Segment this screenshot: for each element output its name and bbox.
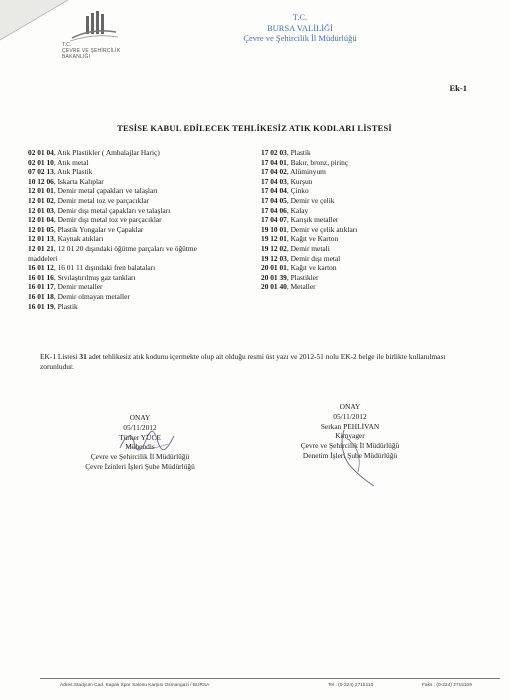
waste-description: , Bakır, bronz, pirinç	[286, 157, 349, 167]
waste-code: 16 01 19	[28, 301, 54, 311]
waste-description: , Demir olmayan metaller	[53, 291, 130, 301]
waste-description: , Plastikler	[286, 272, 319, 282]
waste-code: 02 01 10	[28, 157, 54, 167]
waste-code: 16 01 12	[28, 263, 54, 273]
waste-code: 10 12 06	[28, 176, 54, 186]
waste-code: 17 02 03	[261, 148, 287, 157]
waste-code-row	[28, 177, 254, 187]
document-title: TESİSE KABUL EDİLECEK TEHLİKESİZ ATIK KODLARI LİSTESİ	[117, 123, 392, 133]
waste-code-row	[261, 225, 461, 235]
waste-code-row	[28, 206, 254, 216]
waste-code: 12 01 05	[28, 224, 54, 234]
signer-role-right: Kimyager	[335, 431, 365, 441]
waste-description: , Plastik	[286, 148, 311, 157]
annex-label: Ek-1	[449, 83, 467, 93]
waste-code: 12 01 21	[28, 243, 54, 253]
waste-code-row	[261, 158, 461, 168]
signer-org-right-1: Çevre ve Şehircilik İl Müdürlüğü	[300, 441, 400, 451]
waste-code-row	[28, 234, 254, 244]
waste-code-row	[261, 254, 461, 264]
waste-description: , Alüminyum	[286, 167, 326, 177]
waste-code-row	[261, 273, 461, 283]
waste-description: , Iskarta Kalıplar	[53, 176, 104, 186]
signer-org-left-1: Çevre ve Şehircilik İl Müdürlüğü	[90, 452, 190, 462]
waste-code-row	[28, 292, 254, 302]
approval-label-right: ONAY	[339, 402, 361, 411]
waste-code-row	[261, 215, 461, 225]
waste-code-row	[261, 263, 461, 273]
waste-code: 16 01 17	[28, 282, 54, 292]
waste-code-row	[261, 186, 461, 196]
waste-description: , Kurşun	[286, 176, 313, 186]
logo-text-ministry-2: BAKANLIĞI	[62, 54, 91, 60]
waste-code: 19 12 02	[261, 243, 287, 253]
waste-code: 12 01 01	[28, 186, 54, 196]
waste-code: 20 01 40	[261, 282, 287, 292]
waste-code: 19 12 01	[261, 234, 287, 244]
footer-divider	[40, 678, 500, 679]
waste-code-row	[261, 177, 461, 187]
waste-code: 17 04 05	[261, 195, 287, 205]
waste-code: 07 02 13	[28, 167, 54, 177]
waste-description: , Demir metali	[286, 243, 330, 253]
waste-code-row	[261, 282, 461, 292]
waste-description: , Demir metal çapakları ve talaşları	[53, 186, 158, 196]
waste-code-row	[28, 225, 254, 235]
footer-fax: Faks : (0-224) 2715109	[422, 683, 472, 688]
waste-code-row	[28, 215, 254, 225]
waste-code-row	[261, 196, 461, 206]
waste-code-row	[28, 186, 254, 196]
waste-code-row	[261, 234, 461, 244]
waste-code: 12 01 02	[28, 195, 54, 205]
waste-code-row	[261, 206, 461, 216]
waste-description: , Sıvılaştırılmış gaz tankları	[53, 272, 136, 282]
waste-code: 20 01 39	[261, 272, 287, 282]
waste-code: 12 01 04	[28, 215, 54, 225]
waste-description: , Demir ve çelik	[286, 195, 335, 205]
signer-org-right-2: Denetim İşleri Şube Müdürlüğü	[302, 450, 398, 460]
waste-description: , Karışık metaller	[286, 215, 339, 225]
header-tc: T.C.	[292, 12, 308, 22]
waste-description: , Çinko	[286, 186, 309, 196]
waste-description: , Demir ve çelik atıkları	[286, 224, 358, 234]
waste-code-row	[28, 196, 254, 206]
waste-description: , Metaller	[286, 282, 316, 292]
approval-date-left: 05/11/2012	[123, 422, 157, 432]
waste-description: , Demir dışı metal toz ve parçacıklar	[53, 215, 162, 225]
waste-code-list-left	[28, 148, 254, 311]
note-post: adet tehlikesiz atık kodunu içermekte olup ait olduğu resmi üst yazı ve 2012-51 nolu EK-2 belge ile birlikte kullanılması zorunludur.	[40, 352, 446, 371]
document-header	[200, 12, 400, 44]
waste-description: , Demir metaller	[53, 282, 103, 292]
waste-code-row	[28, 254, 254, 264]
footer-tel: Tel : (0-224) 2715110	[328, 683, 374, 688]
waste-code: 17 04 03	[261, 176, 287, 186]
waste-code-row	[28, 273, 254, 283]
waste-description: , Atık Plastikler ( Ambalajlar Hariç)	[53, 148, 160, 157]
header-governorship: BURSA VALİLİĞİ	[266, 22, 334, 33]
ministry-logo-icon	[70, 8, 118, 42]
waste-description: , Plastik	[53, 301, 78, 311]
signature-block-right	[250, 402, 450, 461]
waste-code: 17 04 02	[261, 167, 287, 177]
waste-code: 19 12 03	[261, 253, 287, 263]
waste-code-row	[261, 148, 461, 158]
note-count: 31	[79, 352, 87, 361]
waste-description: maddeleri	[28, 253, 58, 263]
waste-description: , Kalay	[286, 205, 309, 215]
waste-code: 20 01 01	[261, 263, 287, 273]
signer-name-right: Serkan PEHLİVAN	[320, 421, 380, 431]
waste-code-row	[28, 158, 254, 168]
waste-code-row	[28, 148, 254, 158]
waste-description: , Demir metal toz ve parçacıklar	[53, 195, 150, 205]
approval-label-left: ONAY	[129, 413, 151, 422]
waste-code: 17 04 01	[261, 157, 287, 167]
waste-code-row	[28, 244, 254, 254]
waste-code-row	[28, 302, 254, 312]
waste-code: 19 10 01	[261, 224, 287, 234]
logo-text-ministry: ÇEVRE VE ŞEHİRCİLİK	[62, 48, 121, 54]
waste-code-row	[261, 244, 461, 254]
approval-date-right: 05/11/2012	[333, 411, 367, 421]
waste-description: , Kağıt ve Karton	[286, 234, 339, 244]
waste-description: , Demir dışı metal	[286, 253, 341, 263]
waste-description: , 16 01 11 dışındaki fren balataları	[53, 263, 156, 273]
note-paragraph	[40, 352, 470, 372]
waste-code: 17 04 04	[261, 186, 287, 196]
header-directorate: Çevre ve Şehircilik İl Müdürlüğü	[243, 33, 357, 43]
waste-code-list-right	[261, 148, 461, 292]
logo-text-tc: T.C.	[62, 42, 72, 48]
waste-description: , Plastik Yongalar ve Çapaklar	[53, 224, 144, 234]
waste-code: 17 04 07	[261, 215, 287, 225]
waste-code: 12 01 03	[28, 205, 54, 215]
waste-code-row	[28, 263, 254, 273]
waste-description: , Atık metal	[53, 157, 89, 167]
waste-code: 12 01 13	[28, 234, 54, 244]
signature-block-left	[40, 413, 240, 472]
signer-org-left-2: Çevre İzinleri İşleri Şube Müdürlüğü	[85, 461, 195, 471]
waste-description: , Atık Plastik	[53, 167, 93, 177]
ministry-logo	[60, 8, 150, 60]
waste-code-row	[28, 167, 254, 177]
signer-role-left: Mühendis	[125, 442, 155, 452]
waste-code: 02 01 04	[28, 148, 54, 157]
waste-code: 17 04 06	[261, 205, 287, 215]
signer-name-left: Türker YÜCE	[119, 432, 161, 442]
waste-description: , 12 01 20 dışındaki öğütme parçaları ve öğütme	[53, 243, 197, 253]
waste-code: 16 01 16	[28, 272, 54, 282]
footer-address: Adres:Stadyum Cad. Kapalı Spor Salonu Karşısı Osmangazi / BURSA	[60, 683, 210, 688]
waste-code: 16 01 18	[28, 291, 54, 301]
waste-description: , Kağıt ve karton	[286, 263, 337, 273]
note-pre: EK-1 Listesi	[40, 352, 80, 361]
waste-code-row	[28, 282, 254, 292]
waste-description: , Demir dışı metal çapakları ve talaşları	[53, 205, 171, 215]
waste-code-row	[261, 167, 461, 177]
waste-description: , Kaynak atıkları	[53, 234, 104, 244]
